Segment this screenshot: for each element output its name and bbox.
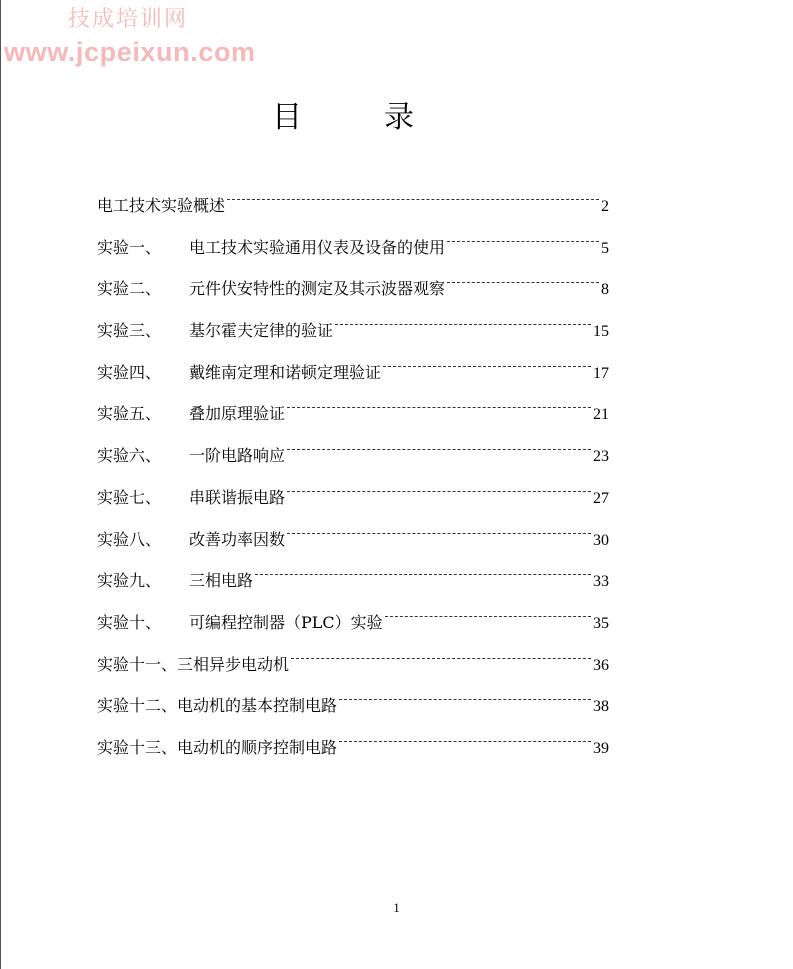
toc-entry-title: 电动机的基本控制电路 — [177, 696, 338, 716]
toc-entry-title: 电工技术实验概述 — [97, 196, 226, 215]
toc-entry-title: 三相电路 — [189, 571, 254, 591]
toc-leader-dashes — [287, 395, 591, 419]
toc-entry-number: 实验十、 — [97, 612, 162, 632]
toc-entry-experiment-5[interactable] — [97, 395, 609, 437]
toc-leader-dashes — [339, 729, 591, 753]
toc-leader-dashes — [385, 604, 591, 628]
toc-entry-title: 基尔霍夫定律的验证 — [189, 321, 334, 341]
toc-entry-number: 实验一、 — [97, 237, 162, 257]
toc-entry-overview[interactable] — [97, 187, 609, 229]
toc-entry-number: 实验四、 — [97, 362, 162, 382]
toc-entry-experiment-4[interactable] — [97, 354, 609, 396]
toc-entry-experiment-7[interactable] — [97, 479, 609, 521]
toc-entry-page: 5 — [601, 239, 609, 257]
toc-leader-dashes — [335, 312, 591, 336]
toc-entry-page: 36 — [593, 656, 609, 674]
toc-leader-dashes — [287, 437, 591, 461]
toc-entry-page: 23 — [593, 448, 609, 466]
toc-entry-experiment-13[interactable] — [97, 729, 609, 771]
toc-entry-number: 实验三、 — [97, 321, 162, 341]
toc-entry-experiment-9[interactable] — [97, 562, 609, 604]
toc-entry-experiment-10[interactable] — [97, 604, 609, 646]
toc-entry-title: 电工技术实验通用仪表及设备的使用 — [189, 237, 446, 257]
page-title-char-2: 录 — [384, 100, 414, 135]
page-number: 1 — [393, 900, 400, 915]
toc-entry-title: 可编程控制器（PLC）实验 — [189, 612, 383, 632]
toc-entry-number: 实验五、 — [97, 404, 162, 424]
toc-leader-dashes — [287, 479, 591, 503]
toc-entry-page: 17 — [593, 364, 609, 382]
toc-entry-title: 元件伏安特性的测定及其示波器观察 — [189, 279, 446, 299]
toc-entry-page: 39 — [593, 739, 609, 757]
toc-leader-dashes — [291, 646, 591, 670]
toc-leader-dashes — [383, 354, 591, 378]
toc-entry-number: 实验十一、 — [97, 654, 178, 674]
toc-leader-dashes — [447, 270, 599, 294]
toc-entry-page: 35 — [593, 614, 609, 632]
toc-entry-page: 33 — [593, 573, 609, 591]
toc-entry-page: 27 — [593, 489, 609, 507]
toc-entry-number: 实验六、 — [97, 446, 162, 466]
toc-entry-title: 电动机的顺序控制电路 — [177, 737, 338, 757]
toc-entry-number: 实验十三、 — [97, 737, 178, 757]
toc-entry-experiment-3[interactable] — [97, 312, 609, 354]
toc-entry-number: 实验八、 — [97, 529, 162, 549]
page-left-border — [0, 0, 1, 969]
toc-leader-dashes — [227, 187, 599, 211]
toc-entry-page: 15 — [593, 323, 609, 341]
toc-leader-dashes — [255, 562, 591, 586]
toc-entry-experiment-12[interactable] — [97, 687, 609, 729]
toc-entry-number: 实验七、 — [97, 487, 162, 507]
toc-entry-experiment-6[interactable] — [97, 437, 609, 479]
toc-entry-page: 2 — [601, 198, 609, 215]
toc-entry-page: 38 — [593, 698, 609, 716]
toc-entry-experiment-11[interactable] — [97, 646, 609, 688]
toc-entry-page: 21 — [593, 406, 609, 424]
watermark-url: www.jcpeixun.com — [4, 37, 256, 67]
toc-entry-page: 30 — [593, 531, 609, 549]
toc-entry-title: 叠加原理验证 — [189, 404, 286, 424]
table-of-contents — [97, 187, 609, 771]
toc-leader-dashes — [447, 229, 599, 253]
toc-entry-title: 戴维南定理和诺顿定理验证 — [189, 362, 382, 382]
toc-leader-dashes — [339, 687, 591, 711]
toc-entry-number: 实验十二、 — [97, 696, 178, 716]
toc-entry-experiment-2[interactable] — [97, 270, 609, 312]
toc-entry-number: 实验二、 — [97, 279, 162, 299]
page-title-char-1: 目 — [272, 100, 302, 135]
toc-leader-dashes — [287, 521, 591, 545]
toc-entry-number: 实验九、 — [97, 571, 162, 591]
toc-entry-title: 一阶电路响应 — [189, 446, 286, 466]
watermark-brand-name: 技成培训网 — [68, 7, 189, 32]
toc-entry-experiment-8[interactable] — [97, 521, 609, 563]
toc-entry-page: 8 — [601, 281, 609, 299]
toc-entry-title: 串联谐振电路 — [189, 487, 286, 507]
page-title — [0, 98, 793, 138]
toc-entry-experiment-1[interactable] — [97, 229, 609, 271]
toc-entry-title: 三相异步电动机 — [177, 654, 290, 674]
toc-entry-title: 改善功率因数 — [189, 529, 286, 549]
